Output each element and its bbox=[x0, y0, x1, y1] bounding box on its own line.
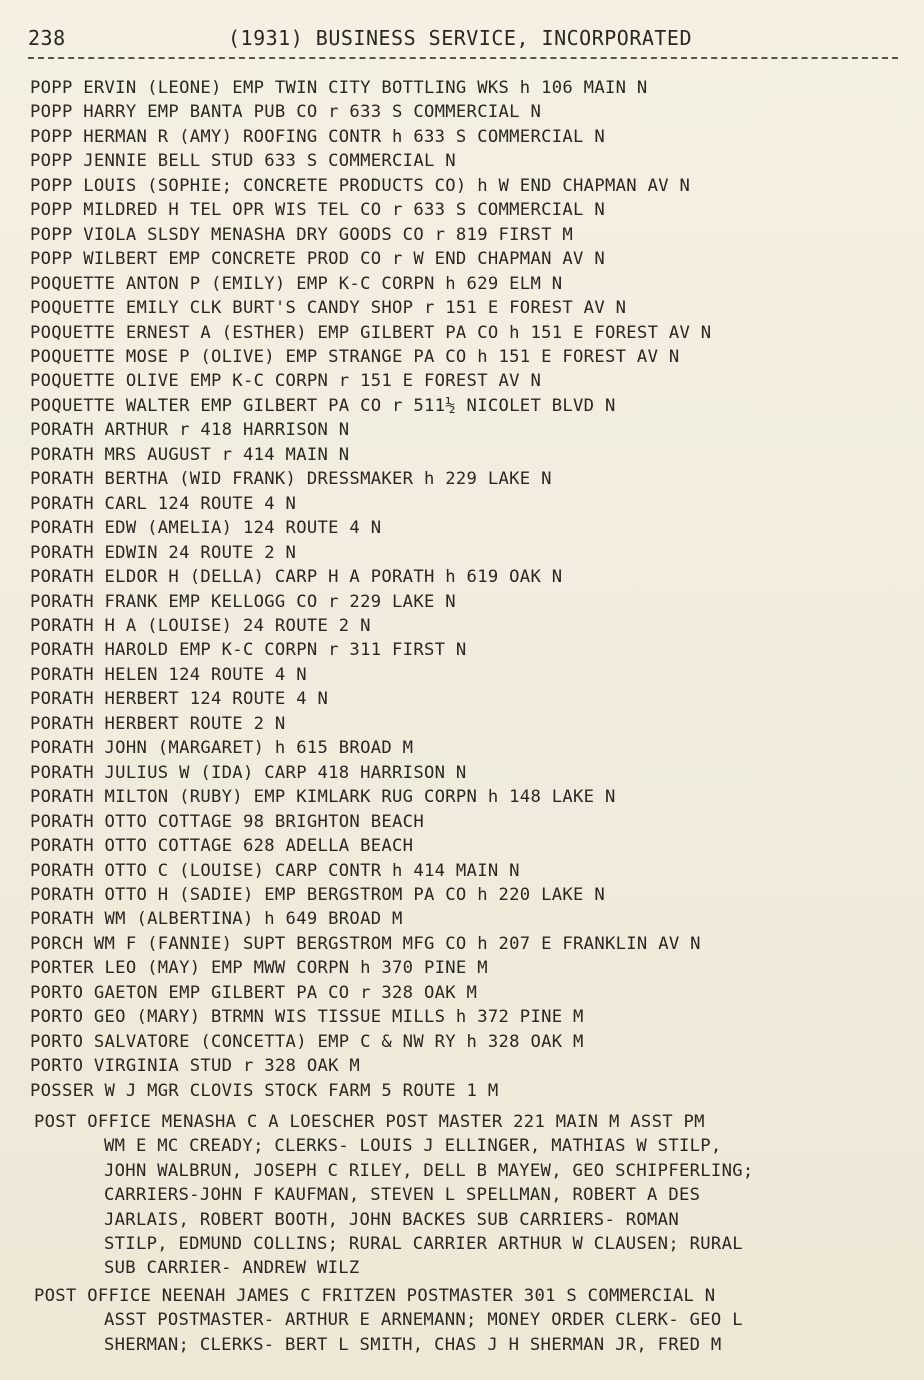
directory-entry: PORATH EDWIN 24 ROUTE 2 N bbox=[30, 542, 297, 563]
directory-entry: POPP ERVIN (LEONE) EMP TWIN CITY BOTTLING WKS h 106 MAIN N bbox=[30, 78, 648, 98]
header-rule bbox=[28, 57, 898, 59]
directory-entry: PORATH MRS AUGUST r 414 MAIN N bbox=[30, 444, 350, 465]
directory-entry: POPP LOUIS (SOPHIE; CONCRETE PRODUCTS CO) h W END CHAPMAN AV N bbox=[30, 175, 691, 196]
directory-entry: POPP MILDRED H TEL OPR WIS TEL CO r 633 S COMMERCIAL N bbox=[30, 200, 605, 221]
directory-entry: PORATH HERBERT 124 ROUTE 4 N bbox=[30, 689, 329, 710]
directory-entry: POQUETTE WALTER EMP GILBERT PA CO r 511½ NICOLET BLVD N bbox=[30, 395, 616, 416]
directory-entry: PORATH OTTO C (LOUISE) CARP CONTR h 414 MAIN N bbox=[30, 860, 520, 881]
directory-entry: PORTO GAETON EMP GILBERT PA CO r 328 OAK M bbox=[30, 982, 478, 1003]
directory-entry: PORATH H A (LOUISE) 24 ROUTE 2 N bbox=[30, 615, 371, 636]
directory-entry: PORTO VIRGINIA STUD r 328 OAK M bbox=[30, 1056, 361, 1077]
directory-entry: PORATH JOHN (MARGARET) h 615 BROAD M bbox=[30, 738, 414, 759]
directory-entry: PORATH BERTHA (WID FRANK) DRESSMAKER h 229 LAKE N bbox=[30, 469, 552, 490]
post-office-menasha-line: WM E MC CREADY; CLERKS- LOUIS J ELLINGER, MATHIAS W STILP, bbox=[104, 1136, 722, 1157]
directory-entry: PORATH EDW (AMELIA) 124 ROUTE 4 N bbox=[30, 518, 382, 539]
directory-entry: PORATH ARTHUR r 418 HARRISON N bbox=[30, 420, 350, 441]
directory-entries bbox=[30, 76, 900, 1103]
directory-entry: PORTO GEO (MARY) BTRMN WIS TISSUE MILLS h 372 PINE M bbox=[30, 1007, 584, 1028]
post-office-menasha-line: CARRIERS-JOHN F KAUFMAN, STEVEN L SPELLMAN, ROBERT A DES bbox=[104, 1185, 701, 1206]
directory-entry: POPP WILBERT EMP CONCRETE PROD CO r W END CHAPMAN AV N bbox=[30, 249, 605, 270]
directory-entry: POPP HERMAN R (AMY) ROOFING CONTR h 633 S COMMERCIAL N bbox=[30, 126, 605, 147]
post-office-menasha-line: SUB CARRIER- ANDREW WILZ bbox=[104, 1258, 360, 1279]
directory-entry: POPP HARRY EMP BANTA PUB CO r 633 S COMMERCIAL N bbox=[30, 102, 542, 123]
directory-entry: PORATH ELDOR H (DELLA) CARP H A PORATH h 619 OAK N bbox=[30, 567, 563, 588]
page-number: 238 bbox=[28, 26, 66, 50]
directory-entry: POPP JENNIE BELL STUD 633 S COMMERCIAL N bbox=[30, 151, 456, 172]
post-office-menasha-line: JARLAIS, ROBERT BOOTH, JOHN BACKES SUB CARRIERS- ROMAN bbox=[104, 1209, 679, 1230]
directory-entry: PORATH FRANK EMP KELLOGG CO r 229 LAKE N bbox=[30, 591, 456, 612]
directory-entry: PORCH WM F (FANNIE) SUPT BERGSTROM MFG CO h 207 E FRANKLIN AV N bbox=[30, 933, 701, 954]
post-office-menasha-entry bbox=[34, 1110, 894, 1281]
directory-entry: PORATH CARL 124 ROUTE 4 N bbox=[30, 493, 297, 514]
directory-entry: PORATH HERBERT ROUTE 2 N bbox=[30, 713, 286, 734]
post-office-neenah-entry bbox=[34, 1284, 894, 1357]
directory-entry: PORATH OTTO COTTAGE 628 ADELLA BEACH bbox=[30, 836, 414, 857]
running-head: (1931) BUSINESS SERVICE, INCORPORATED bbox=[228, 26, 693, 50]
directory-entry: POQUETTE ANTON P (EMILY) EMP K-C CORPN h 629 ELM N bbox=[30, 273, 563, 294]
directory-entry: POQUETTE EMILY CLK BURT'S CANDY SHOP r 151 E FOREST AV N bbox=[30, 298, 627, 319]
directory-entry: PORTO SALVATORE (CONCETTA) EMP C & NW RY h 328 OAK M bbox=[30, 1031, 584, 1052]
directory-entry: PORATH WM (ALBERTINA) h 649 BROAD M bbox=[30, 909, 403, 930]
post-office-menasha-line: JOHN WALBRUN, JOSEPH C RILEY, DELL B MAYEW, GEO SCHIPFERLING; bbox=[104, 1160, 754, 1181]
directory-entry: PORTER LEO (MAY) EMP MWW CORPN h 370 PINE M bbox=[30, 958, 488, 979]
directory-entry: POSSER W J MGR CLOVIS STOCK FARM 5 ROUTE 1 M bbox=[30, 1080, 499, 1101]
directory-entry: PORATH OTTO H (SADIE) EMP BERGSTROM PA CO h 220 LAKE N bbox=[30, 884, 605, 905]
post-office-neenah-line: SHERMAN; CLERKS- BERT L SMITH, CHAS J H SHERMAN JR, FRED M bbox=[104, 1334, 722, 1355]
directory-entry: PORATH OTTO COTTAGE 98 BRIGHTON BEACH bbox=[30, 811, 424, 832]
post-office-neenah-heading: POST OFFICE NEENAH JAMES C FRITZEN POSTMASTER 301 S COMMERCIAL N bbox=[34, 1286, 716, 1306]
page-header bbox=[28, 26, 898, 56]
post-office-neenah-line: ASST POSTMASTER- ARTHUR E ARNEMANN; MONEY ORDER CLERK- GEO L bbox=[104, 1310, 743, 1331]
post-office-menasha-heading: POST OFFICE MENASHA C A LOESCHER POST MASTER 221 MAIN M ASST PM bbox=[34, 1112, 705, 1132]
directory-entry: POQUETTE MOSE P (OLIVE) EMP STRANGE PA CO h 151 E FOREST AV N bbox=[30, 346, 680, 367]
directory-entry: PORATH HELEN 124 ROUTE 4 N bbox=[30, 664, 307, 685]
directory-entry: POPP VIOLA SLSDY MENASHA DRY GOODS CO r 819 FIRST M bbox=[30, 224, 574, 245]
directory-entry: PORATH HAROLD EMP K-C CORPN r 311 FIRST N bbox=[30, 640, 467, 661]
directory-entry: POQUETTE ERNEST A (ESTHER) EMP GILBERT PA CO h 151 E FOREST AV N bbox=[30, 322, 712, 343]
post-office-menasha-line: STILP, EDMUND COLLINS; RURAL CARRIER ARTHUR W CLAUSEN; RURAL bbox=[104, 1234, 743, 1255]
directory-entry: PORATH JULIUS W (IDA) CARP 418 HARRISON N bbox=[30, 762, 467, 783]
directory-entry: POQUETTE OLIVE EMP K-C CORPN r 151 E FOREST AV N bbox=[30, 371, 542, 392]
directory-entry: PORATH MILTON (RUBY) EMP KIMLARK RUG CORPN h 148 LAKE N bbox=[30, 787, 616, 808]
